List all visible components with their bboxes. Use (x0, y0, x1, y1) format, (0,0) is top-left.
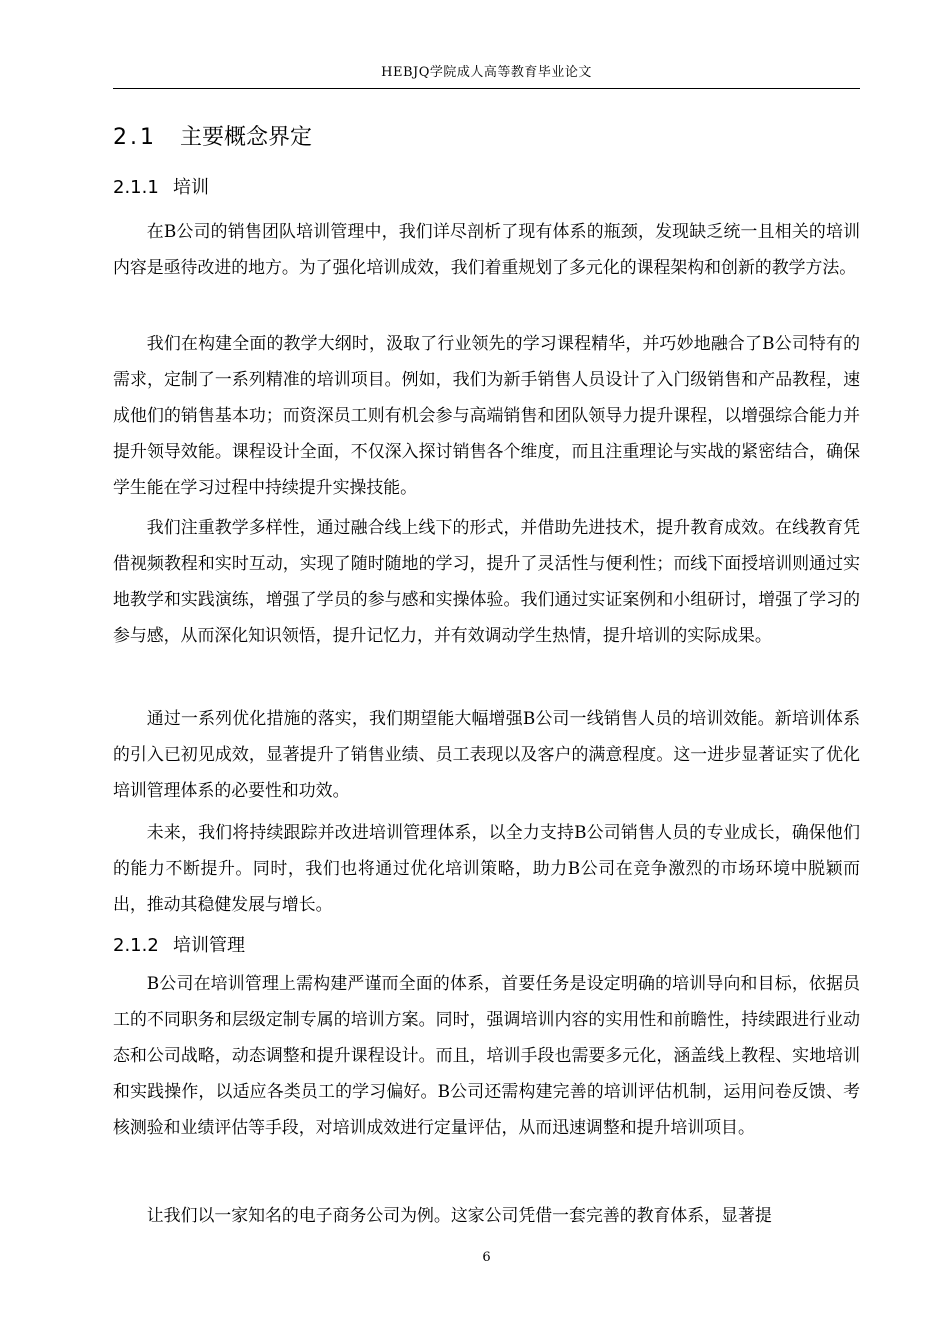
page-number: 6 (482, 1250, 491, 1265)
subsection-title: 培训管理 (173, 935, 245, 956)
subsection-heading-training-management (113, 931, 245, 961)
header-divider (113, 88, 860, 89)
paragraph: B公司在培训管理上需构建严谨而全面的体系，首要任务是设定明确的培训导向和目标，依据员工的不同职务和层级定制专属的培训方案。同时，强调培训内容的实用性和前瞻性，持续跟进行业动态和公司战略，动态调整和提升课程设计。而且，培训手段也需要多元化，涵盖线上教程、实地培训和实践操作，以适应各类员工的学习偏好。B公司还需构建完善的培训评估机制，运用问卷反馈、考核测验和业绩评估等手段，对培训成效进行定量评估，从而迅速调整和提升培训项目。 (113, 973, 860, 1137)
section-heading (113, 121, 312, 155)
paragraph: 我们注重教学多样性，通过融合线上线下的形式，并借助先进技术，提升教育成效。在线教育凭借视频教程和实时互动，实现了随时随地的学习，提升了灵活性与便利性；而线下面授培训则通过实地教学和实践演练，增强了学员的参与感和实操体验。我们通过实证案例和小组研讨，增强了学习的参与感，从而深化知识领悟，提升记忆力，并有效调动学生热情，提升培训的实际成果。 (113, 517, 860, 645)
paragraph: 在B公司的销售团队培训管理中，我们详尽剖析了现有体系的瓶颈，发现缺乏统一且相关的培训内容是亟待改进的地方。为了强化培训成效，我们着重规划了多元化的课程架构和创新的教学方法。 (113, 221, 860, 277)
page-header-title: HEBJQ学院成人高等教育毕业论文 (381, 65, 592, 80)
paragraph: 通过一系列优化措施的落实，我们期望能大幅增强B公司一线销售人员的培训效能。新培训体系的引入已初见成效，显著提升了销售业绩、员工表现以及客户的满意程度。这一进步显著证实了优化培训管理体系的必要性和功效。 (113, 708, 860, 800)
section-number: 2.1 (113, 125, 157, 150)
subsection-number: 2.1.1 (113, 177, 159, 198)
paragraph: 让我们以一家知名的电子商务公司为例。这家公司凭借一套完善的教育体系，显著提 (146, 1205, 772, 1225)
subsection-title: 培训 (173, 177, 209, 198)
subsection-number: 2.1.2 (113, 935, 159, 956)
paragraph: 未来，我们将持续跟踪并改进培训管理体系，以全力支持B公司销售人员的专业成长，确保他们的能力不断提升。同时，我们也将通过优化培训策略，助力B公司在竞争激烈的市场环境中脱颖而出，推动其稳健发展与增长。 (113, 822, 860, 914)
section-title: 主要概念界定 (180, 125, 313, 150)
paragraph: 我们在构建全面的教学大纲时，汲取了行业领先的学习课程精华，并巧妙地融合了B公司特有的需求，定制了一系列精准的培训项目。例如，我们为新手销售人员设计了入门级销售和产品教程，速成他们的销售基本功；而资深员工则有机会参与高端销售和团队领导力提升课程，以增强综合能力并提升领导效能。课程设计全面，不仅深入探讨销售各个维度，而且注重理论与实战的紧密结合，确保学生能在学习过程中持续提升实操技能。 (113, 333, 860, 497)
subsection-heading-training (113, 173, 209, 203)
